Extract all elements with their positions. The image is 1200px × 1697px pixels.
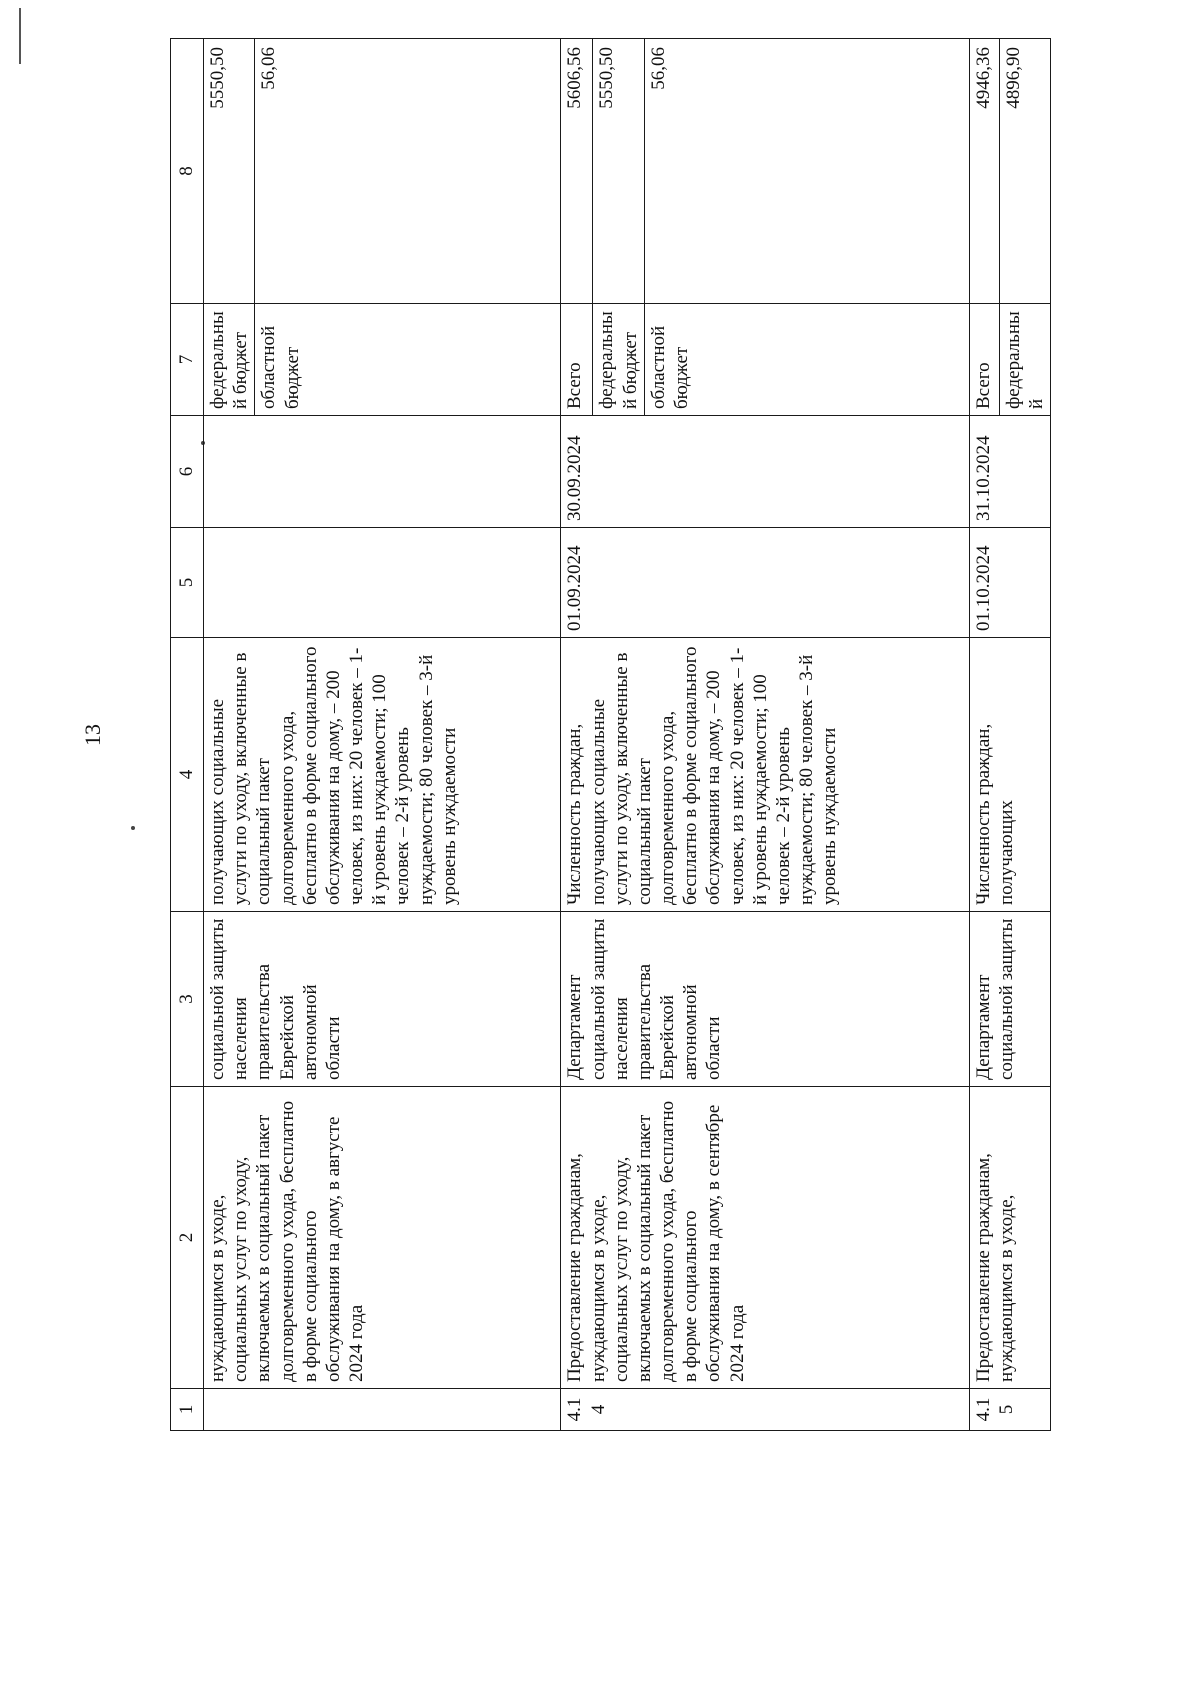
funding-source: областной бюджет: [644, 304, 969, 416]
executor-cell: Департамент социальной защиты населения правительства Еврейской автономной области: [561, 912, 969, 1087]
funding-source: областной бюджет: [255, 304, 561, 416]
indicator-cell: Численность граждан, получающих социальные услуги по уходу, включенные в социальный пакет долговременного ухода, бесплатно в форме социального обслуживания на дому, – 200 человек, из них: 20 человек – 1-й уровень нуждаемости; 100 человек – 2-й уровень нуждаемости; 80 человек – 3-й уровень нуждаемости: [561, 638, 969, 912]
start-date-cell: 01.09.2024: [561, 528, 969, 638]
item-number: [204, 1389, 561, 1431]
end-date-cell: 30.09.2024: [561, 416, 969, 528]
event-cell: Предоставление гражданам, нуждающимся в уходе,: [969, 1087, 1050, 1389]
table-row: [204, 39, 255, 1431]
funding-amount: 5550,50: [593, 39, 644, 304]
funding-amount: 56,06: [644, 39, 969, 304]
funding-amount: 4896,90: [999, 39, 1050, 304]
program-table: [170, 38, 1051, 1431]
funding-amount: 5606,56: [561, 39, 593, 304]
column-number-row: [171, 39, 204, 1431]
event-cell: Предоставление гражданам, нуждающимся в уходе, социальных услуг по уходу, включаемых в социальный пакет долговременного ухода, бесплатно в форме социального обслуживания на дому, в сентябре 2024 года: [561, 1087, 969, 1389]
funding-amount: 56,06: [255, 39, 561, 304]
table-row: [561, 39, 593, 1431]
funding-source: Всего: [561, 304, 593, 416]
col-header: 5: [171, 528, 204, 638]
end-date-cell: [204, 416, 561, 528]
executor-cell: социальной защиты населения правительства Еврейской автономной области: [204, 912, 561, 1087]
funding-amount: 5550,50: [204, 39, 255, 304]
landscape-page: [80, 39, 1170, 1431]
item-number: 4.15: [969, 1389, 1050, 1431]
funding-source: федеральный: [999, 304, 1050, 416]
end-date-cell: 31.10.2024: [969, 416, 1050, 528]
col-header: 8: [171, 39, 204, 304]
indicator-cell: получающих социальные услуги по уходу, включенные в социальный пакет долговременного ухода, бесплатно в форме социального обслуживания на дому, – 200 человек, из них: 20 человек – 1-й уровень нуждаемости; 100 человек – 2-й уровень нуждаемости; 80 человек – 3-й уровень нуждаемости: [204, 638, 561, 912]
page-number: 13: [80, 724, 105, 746]
col-header: 7: [171, 304, 204, 416]
indicator-cell: Численность граждан, получающих: [969, 638, 1050, 912]
start-date-cell: [204, 528, 561, 638]
funding-source: федеральный бюджет: [593, 304, 644, 416]
col-header: 6: [171, 416, 204, 528]
table-row: [969, 39, 999, 1431]
scan-speck: [131, 826, 135, 830]
scan-margin-mark: [19, 8, 21, 64]
col-header: 2: [171, 1087, 204, 1389]
funding-amount: 4946,36: [969, 39, 999, 304]
col-header: 4: [171, 638, 204, 912]
funding-source: федеральный бюджет: [204, 304, 255, 416]
col-header: 1: [171, 1389, 204, 1431]
start-date-cell: 01.10.2024: [969, 528, 1050, 638]
item-number: 4.14: [561, 1389, 969, 1431]
executor-cell: Департамент социальной защиты: [969, 912, 1050, 1087]
funding-source: Всего: [969, 304, 999, 416]
event-cell: нуждающимся в уходе, социальных услуг по уходу, включаемых в социальный пакет долговременного ухода, бесплатно в форме социального обслуживания на дому, в августе 2024 года: [204, 1087, 561, 1389]
col-header: 3: [171, 912, 204, 1087]
